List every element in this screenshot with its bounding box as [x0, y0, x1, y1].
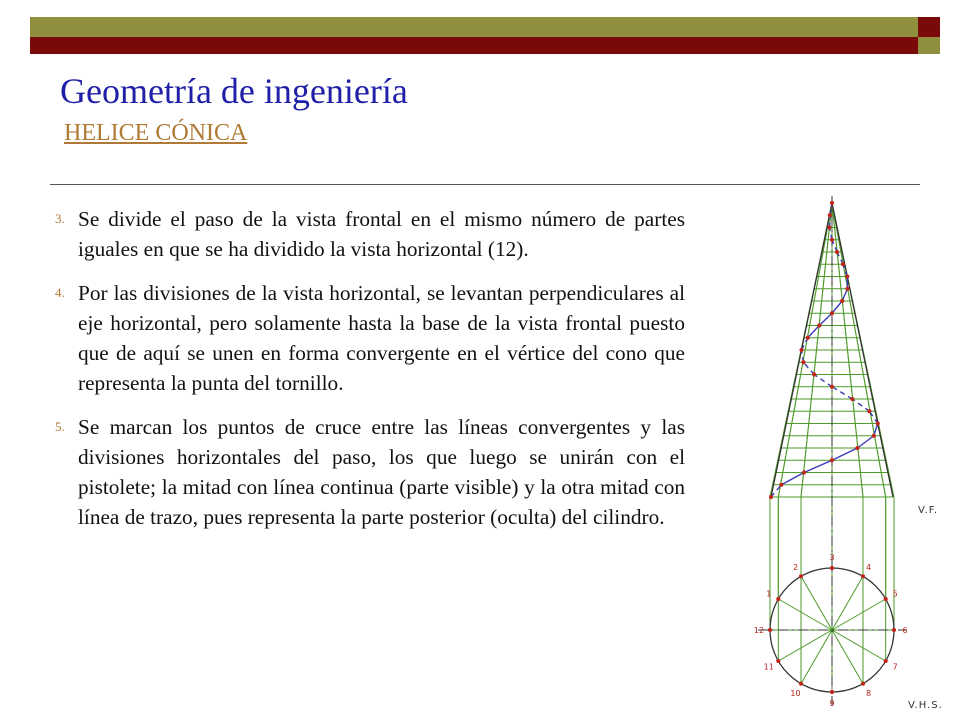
division-label: 9: [829, 699, 835, 708]
division-label: 8: [865, 689, 872, 699]
radial-line: [801, 576, 832, 630]
helix-point: [845, 274, 849, 278]
radial-line: [832, 599, 886, 630]
radial-line: [778, 599, 832, 630]
step-text: Se divide el paso de la vista frontal en el mismo número de partes iguales en que se ha dividido la vista horizontal (12).: [78, 207, 685, 261]
helix-point: [830, 458, 834, 462]
division-label: 1: [766, 589, 772, 599]
division-point: [884, 659, 888, 663]
top-view-label: V.H.S.: [908, 700, 943, 711]
slide-title: Geometría de ingeniería: [60, 71, 408, 111]
division-point: [799, 682, 803, 686]
helix-segment: [832, 448, 857, 460]
helix-point: [850, 397, 854, 401]
helix-point: [830, 238, 834, 242]
helix-point: [876, 421, 880, 425]
helix-point: [827, 225, 831, 229]
step-number: 5.: [55, 419, 65, 434]
helix-segment: [852, 399, 869, 411]
division-label: 6: [902, 626, 908, 635]
step-text: Por las divisiones de la vista horizontal, se levantan perpendiculares al eje horizontal, pero solamente hasta la base de la vista frontal puesto que de aquí se unen en forma convergente en el vértice del cono que representa la punta del tornillo.: [78, 281, 685, 395]
division-label: 12: [753, 626, 765, 635]
helix-segment: [832, 387, 852, 399]
helix-point: [835, 250, 839, 254]
helix-point: [817, 323, 821, 327]
helix-point: [872, 434, 876, 438]
division-point: [799, 574, 803, 578]
division-label: 4: [865, 562, 872, 572]
division-point: [861, 574, 865, 578]
division-point: [892, 628, 896, 632]
division-label: 10: [790, 689, 801, 699]
division-point: [768, 628, 772, 632]
division-point: [776, 659, 780, 663]
helix-point: [830, 385, 834, 389]
division-label: 11: [763, 662, 774, 672]
step-number: 3.: [55, 211, 65, 226]
helix-point: [779, 483, 783, 487]
helix-point: [830, 311, 834, 315]
division-point: [861, 682, 865, 686]
helix-point: [840, 299, 844, 303]
helix-point: [812, 372, 816, 376]
division-label: 5: [892, 589, 898, 599]
division-point: [830, 690, 834, 694]
helix-segment: [804, 460, 832, 472]
helix-point: [801, 360, 805, 364]
radial-line: [778, 630, 832, 661]
helix-segment: [832, 301, 842, 313]
radial-line: [801, 630, 832, 684]
division-point: [830, 566, 834, 570]
helix-point: [806, 336, 810, 340]
helix-point: [802, 470, 806, 474]
step-text: Se marcan los puntos de cruce entre las líneas convergentes y las divisiones horizontales del paso, los que luego se unirán con el pistolete; la mitad con línea continua (parte visible) y la otra mitad con línea de trazo, pues representa la parte posterior (oculta) del cilindro.: [78, 415, 685, 529]
helix-point: [841, 262, 845, 266]
helix-segment: [857, 436, 873, 448]
division-point: [776, 597, 780, 601]
helix-point: [799, 348, 803, 352]
subtitle-link[interactable]: HELICE CÓNICA: [64, 120, 248, 146]
helix-segment: [803, 362, 814, 374]
radial-line: [832, 630, 863, 684]
division-label: 7: [892, 662, 898, 672]
helix-point: [855, 446, 859, 450]
helix-segment: [819, 313, 832, 325]
division-point: [884, 597, 888, 601]
helix-point: [828, 213, 832, 217]
front-view-label: V.F.: [918, 505, 939, 516]
helix-point: [845, 287, 849, 291]
helix-segment: [814, 375, 832, 387]
helix-point: [769, 495, 773, 499]
radial-line: [832, 576, 863, 630]
radial-line: [832, 630, 886, 661]
helix-point: [830, 201, 834, 205]
helix-segment: [781, 473, 804, 485]
step-number: 4.: [55, 285, 65, 300]
division-label: 3: [829, 553, 835, 562]
helix-point: [867, 409, 871, 413]
division-label: 2: [792, 562, 799, 572]
